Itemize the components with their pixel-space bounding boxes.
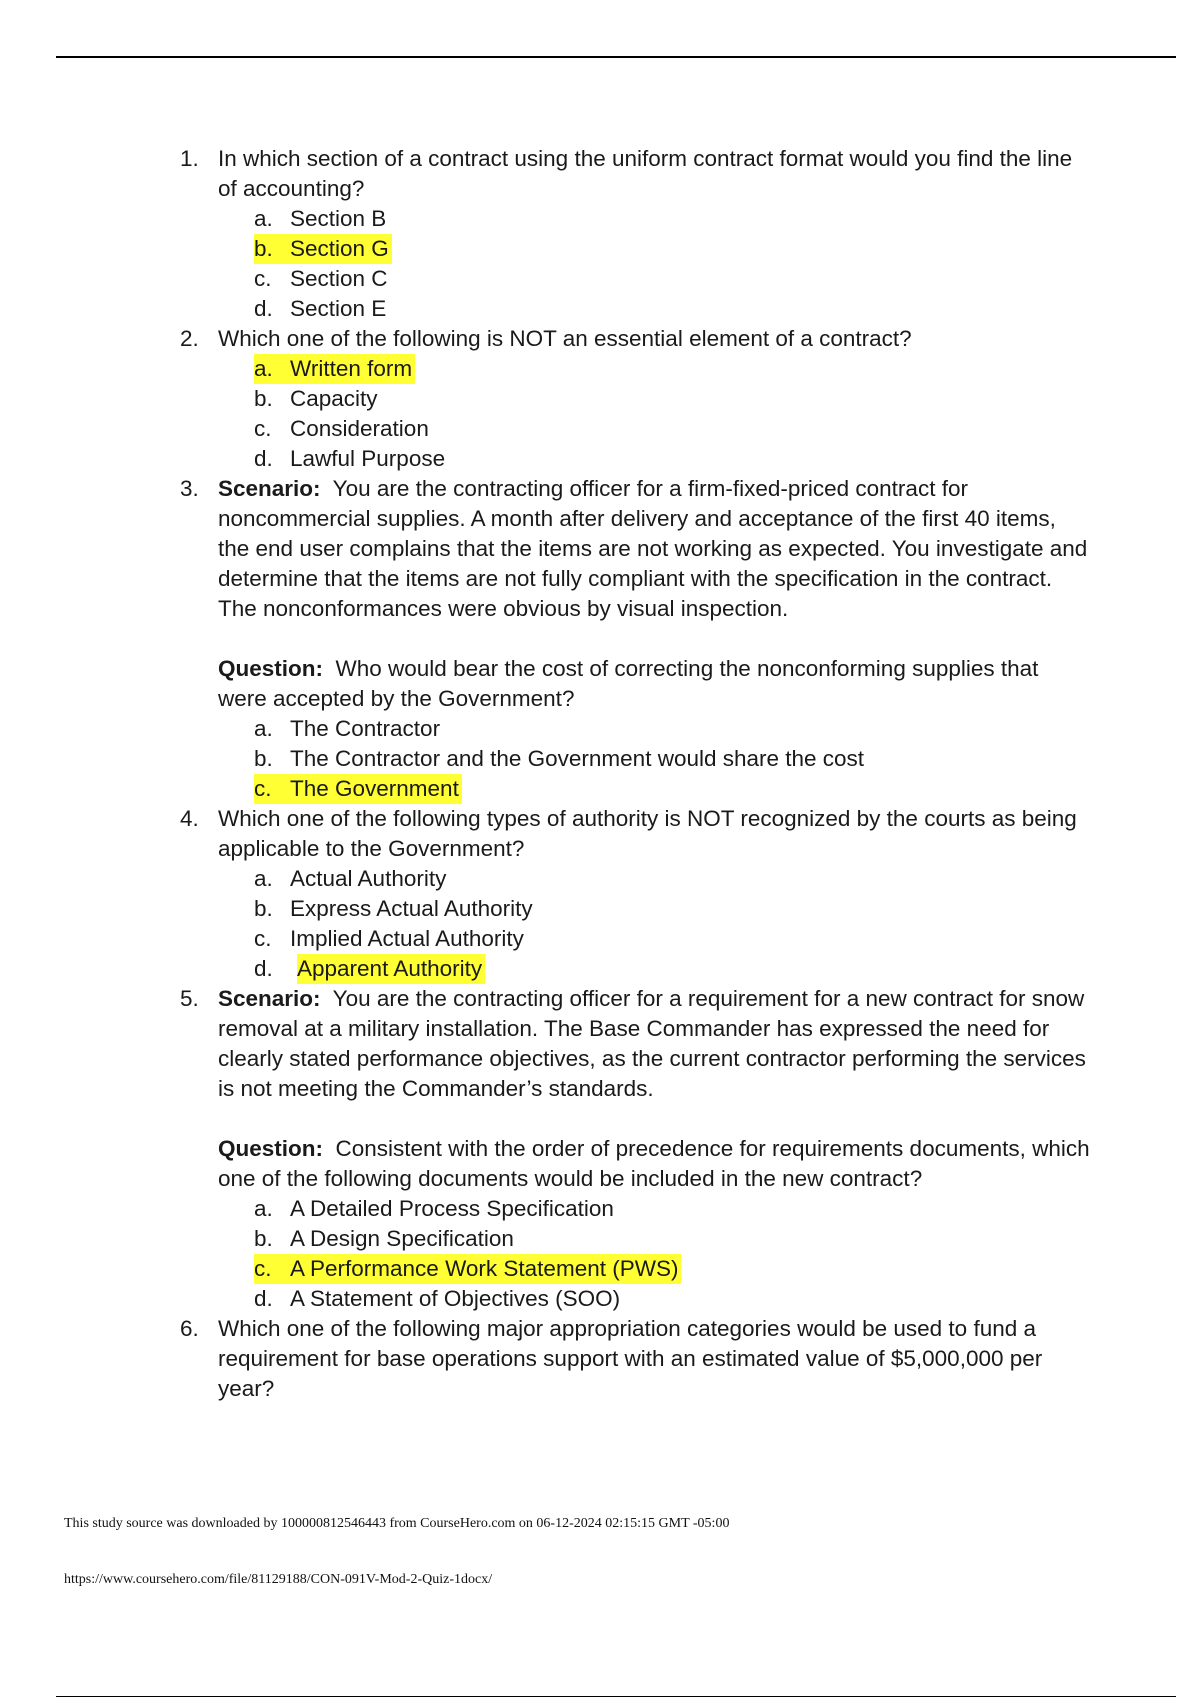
option-letter: a. bbox=[254, 1196, 273, 1221]
option-text: A Detailed Process Specification bbox=[290, 1196, 614, 1221]
question-text: In which section of a contract using the uniform contract format would you find the line of accounting? bbox=[218, 146, 1073, 201]
option-text: Consideration bbox=[290, 416, 429, 441]
option-correct bbox=[218, 354, 1200, 384]
question-number: 3. bbox=[180, 476, 199, 501]
source-url[interactable]: https://www.coursehero.com/file/81129188/CON-091V-Mod-2-Quiz-1docx/ bbox=[64, 1572, 493, 1587]
question-5 bbox=[0, 984, 1200, 1194]
question-4 bbox=[0, 804, 1200, 864]
question-2 bbox=[0, 324, 1200, 354]
answer-highlight bbox=[254, 354, 415, 384]
question-1 bbox=[0, 144, 1200, 204]
option-letter: c. bbox=[254, 926, 272, 951]
top-rule bbox=[56, 56, 1176, 58]
question-3 bbox=[0, 474, 1200, 714]
option-text: The Contractor bbox=[290, 716, 441, 741]
option-text: Section G bbox=[290, 236, 389, 261]
option bbox=[218, 894, 1200, 924]
download-notice: This study source was downloaded by 100000812546443 from CourseHero.com on 06-12-2024 02:15:15 GMT -05:00 bbox=[64, 1516, 730, 1531]
question-2-options bbox=[0, 354, 1200, 474]
option-text: Apparent Authority bbox=[297, 956, 483, 981]
option-text: A Statement of Objectives (SOO) bbox=[290, 1286, 621, 1311]
option bbox=[218, 1284, 1200, 1314]
question-number: 6. bbox=[180, 1316, 199, 1341]
question-4-options bbox=[0, 864, 1200, 984]
question-number: 4. bbox=[180, 806, 199, 831]
option-text: A Design Specification bbox=[290, 1226, 514, 1251]
option-letter: d. bbox=[254, 446, 273, 471]
option-text: A Performance Work Statement (PWS) bbox=[290, 1256, 679, 1281]
scenario-text: You are the contracting officer for a firm-fixed-priced contract for noncommercial supplies. A month after delivery and acceptance of the first 40 items, the end user complains that the items are not working as expected. You investigate and determine that the items are not fully compliant with the specification in the contract. The nonconformances were obvious by visual inspection. bbox=[218, 476, 1088, 621]
scenario-paragraph bbox=[218, 474, 1092, 624]
question-paragraph bbox=[218, 654, 1092, 714]
option bbox=[218, 384, 1200, 414]
option-letter: d. bbox=[254, 956, 273, 981]
option bbox=[218, 264, 1200, 294]
option-text: Express Actual Authority bbox=[290, 896, 533, 921]
option-letter: b. bbox=[254, 746, 273, 771]
option-text: Capacity bbox=[290, 386, 378, 411]
bottom-rule bbox=[56, 1696, 1176, 1697]
option-correct bbox=[218, 1254, 1200, 1284]
question-text: Who would bear the cost of correcting the nonconforming supplies that were accepted by the Government? bbox=[218, 656, 1039, 711]
option-letter: a. bbox=[254, 716, 273, 741]
question-3-options bbox=[0, 714, 1200, 804]
option bbox=[218, 414, 1200, 444]
question-number: 5. bbox=[180, 986, 199, 1011]
option-correct bbox=[218, 774, 1200, 804]
option bbox=[218, 1194, 1200, 1224]
option-letter: a. bbox=[254, 356, 273, 381]
scenario-label: Scenario: bbox=[218, 476, 321, 501]
option bbox=[218, 1224, 1200, 1254]
option-letter: b. bbox=[254, 896, 273, 921]
option-letter: c. bbox=[254, 776, 272, 801]
option-text: Implied Actual Authority bbox=[290, 926, 524, 951]
question-label: Question: bbox=[218, 656, 323, 681]
option bbox=[218, 864, 1200, 894]
question-text: Which one of the following major appropriation categories would be used to fund a requirement for base operations support with an estimated value of $5,000,000 per year? bbox=[218, 1316, 1043, 1401]
question-label: Question: bbox=[218, 1136, 323, 1161]
option-letter: b. bbox=[254, 386, 273, 411]
option-letter: c. bbox=[254, 266, 272, 291]
option-text: Actual Authority bbox=[290, 866, 447, 891]
option bbox=[218, 924, 1200, 954]
question-number: 2. bbox=[180, 326, 199, 351]
option bbox=[218, 714, 1200, 744]
scenario-paragraph bbox=[218, 984, 1092, 1104]
option-letter: c. bbox=[254, 416, 272, 441]
option-correct bbox=[218, 234, 1200, 264]
answer-highlight bbox=[254, 1254, 681, 1284]
option-text: Section E bbox=[290, 296, 387, 321]
question-text: Which one of the following is NOT an essential element of a contract? bbox=[218, 326, 912, 351]
option-letter: b. bbox=[254, 236, 273, 261]
option bbox=[218, 744, 1200, 774]
question-5-options bbox=[0, 1194, 1200, 1314]
option-text: Section C bbox=[290, 266, 388, 291]
question-6 bbox=[0, 1314, 1200, 1404]
option-text: The Government bbox=[290, 776, 459, 801]
option-text: Written form bbox=[290, 356, 413, 381]
quiz-content bbox=[0, 144, 1200, 1404]
answer-highlight bbox=[297, 954, 485, 984]
answer-highlight bbox=[254, 774, 462, 804]
option-text: Section B bbox=[290, 206, 387, 231]
option-letter: c. bbox=[254, 1256, 272, 1281]
question-text: Which one of the following types of authority is NOT recognized by the courts as being applicable to the Government? bbox=[218, 806, 1077, 861]
question-paragraph bbox=[218, 1134, 1092, 1194]
option-letter: a. bbox=[254, 206, 273, 231]
option-text: The Contractor and the Government would share the cost bbox=[290, 746, 865, 771]
option-letter: b. bbox=[254, 1226, 273, 1251]
scenario-label: Scenario: bbox=[218, 986, 321, 1011]
question-text: Consistent with the order of precedence for requirements documents, which one of the following documents would be included in the new contract? bbox=[218, 1136, 1090, 1191]
option-letter: a. bbox=[254, 866, 273, 891]
option-text: Lawful Purpose bbox=[290, 446, 446, 471]
scenario-text: You are the contracting officer for a requirement for a new contract for snow removal at a military installation. The Base Commander has expressed the need for clearly stated performance objectives, as the current contractor performing the services is not meeting the Commander’s standards. bbox=[218, 986, 1086, 1101]
option-correct bbox=[218, 954, 1200, 984]
question-1-options bbox=[0, 204, 1200, 324]
option bbox=[218, 444, 1200, 474]
answer-highlight bbox=[254, 234, 392, 264]
option bbox=[218, 294, 1200, 324]
option bbox=[218, 204, 1200, 234]
option-letter: d. bbox=[254, 296, 273, 321]
option-letter: d. bbox=[254, 1286, 273, 1311]
question-number: 1. bbox=[180, 146, 199, 171]
